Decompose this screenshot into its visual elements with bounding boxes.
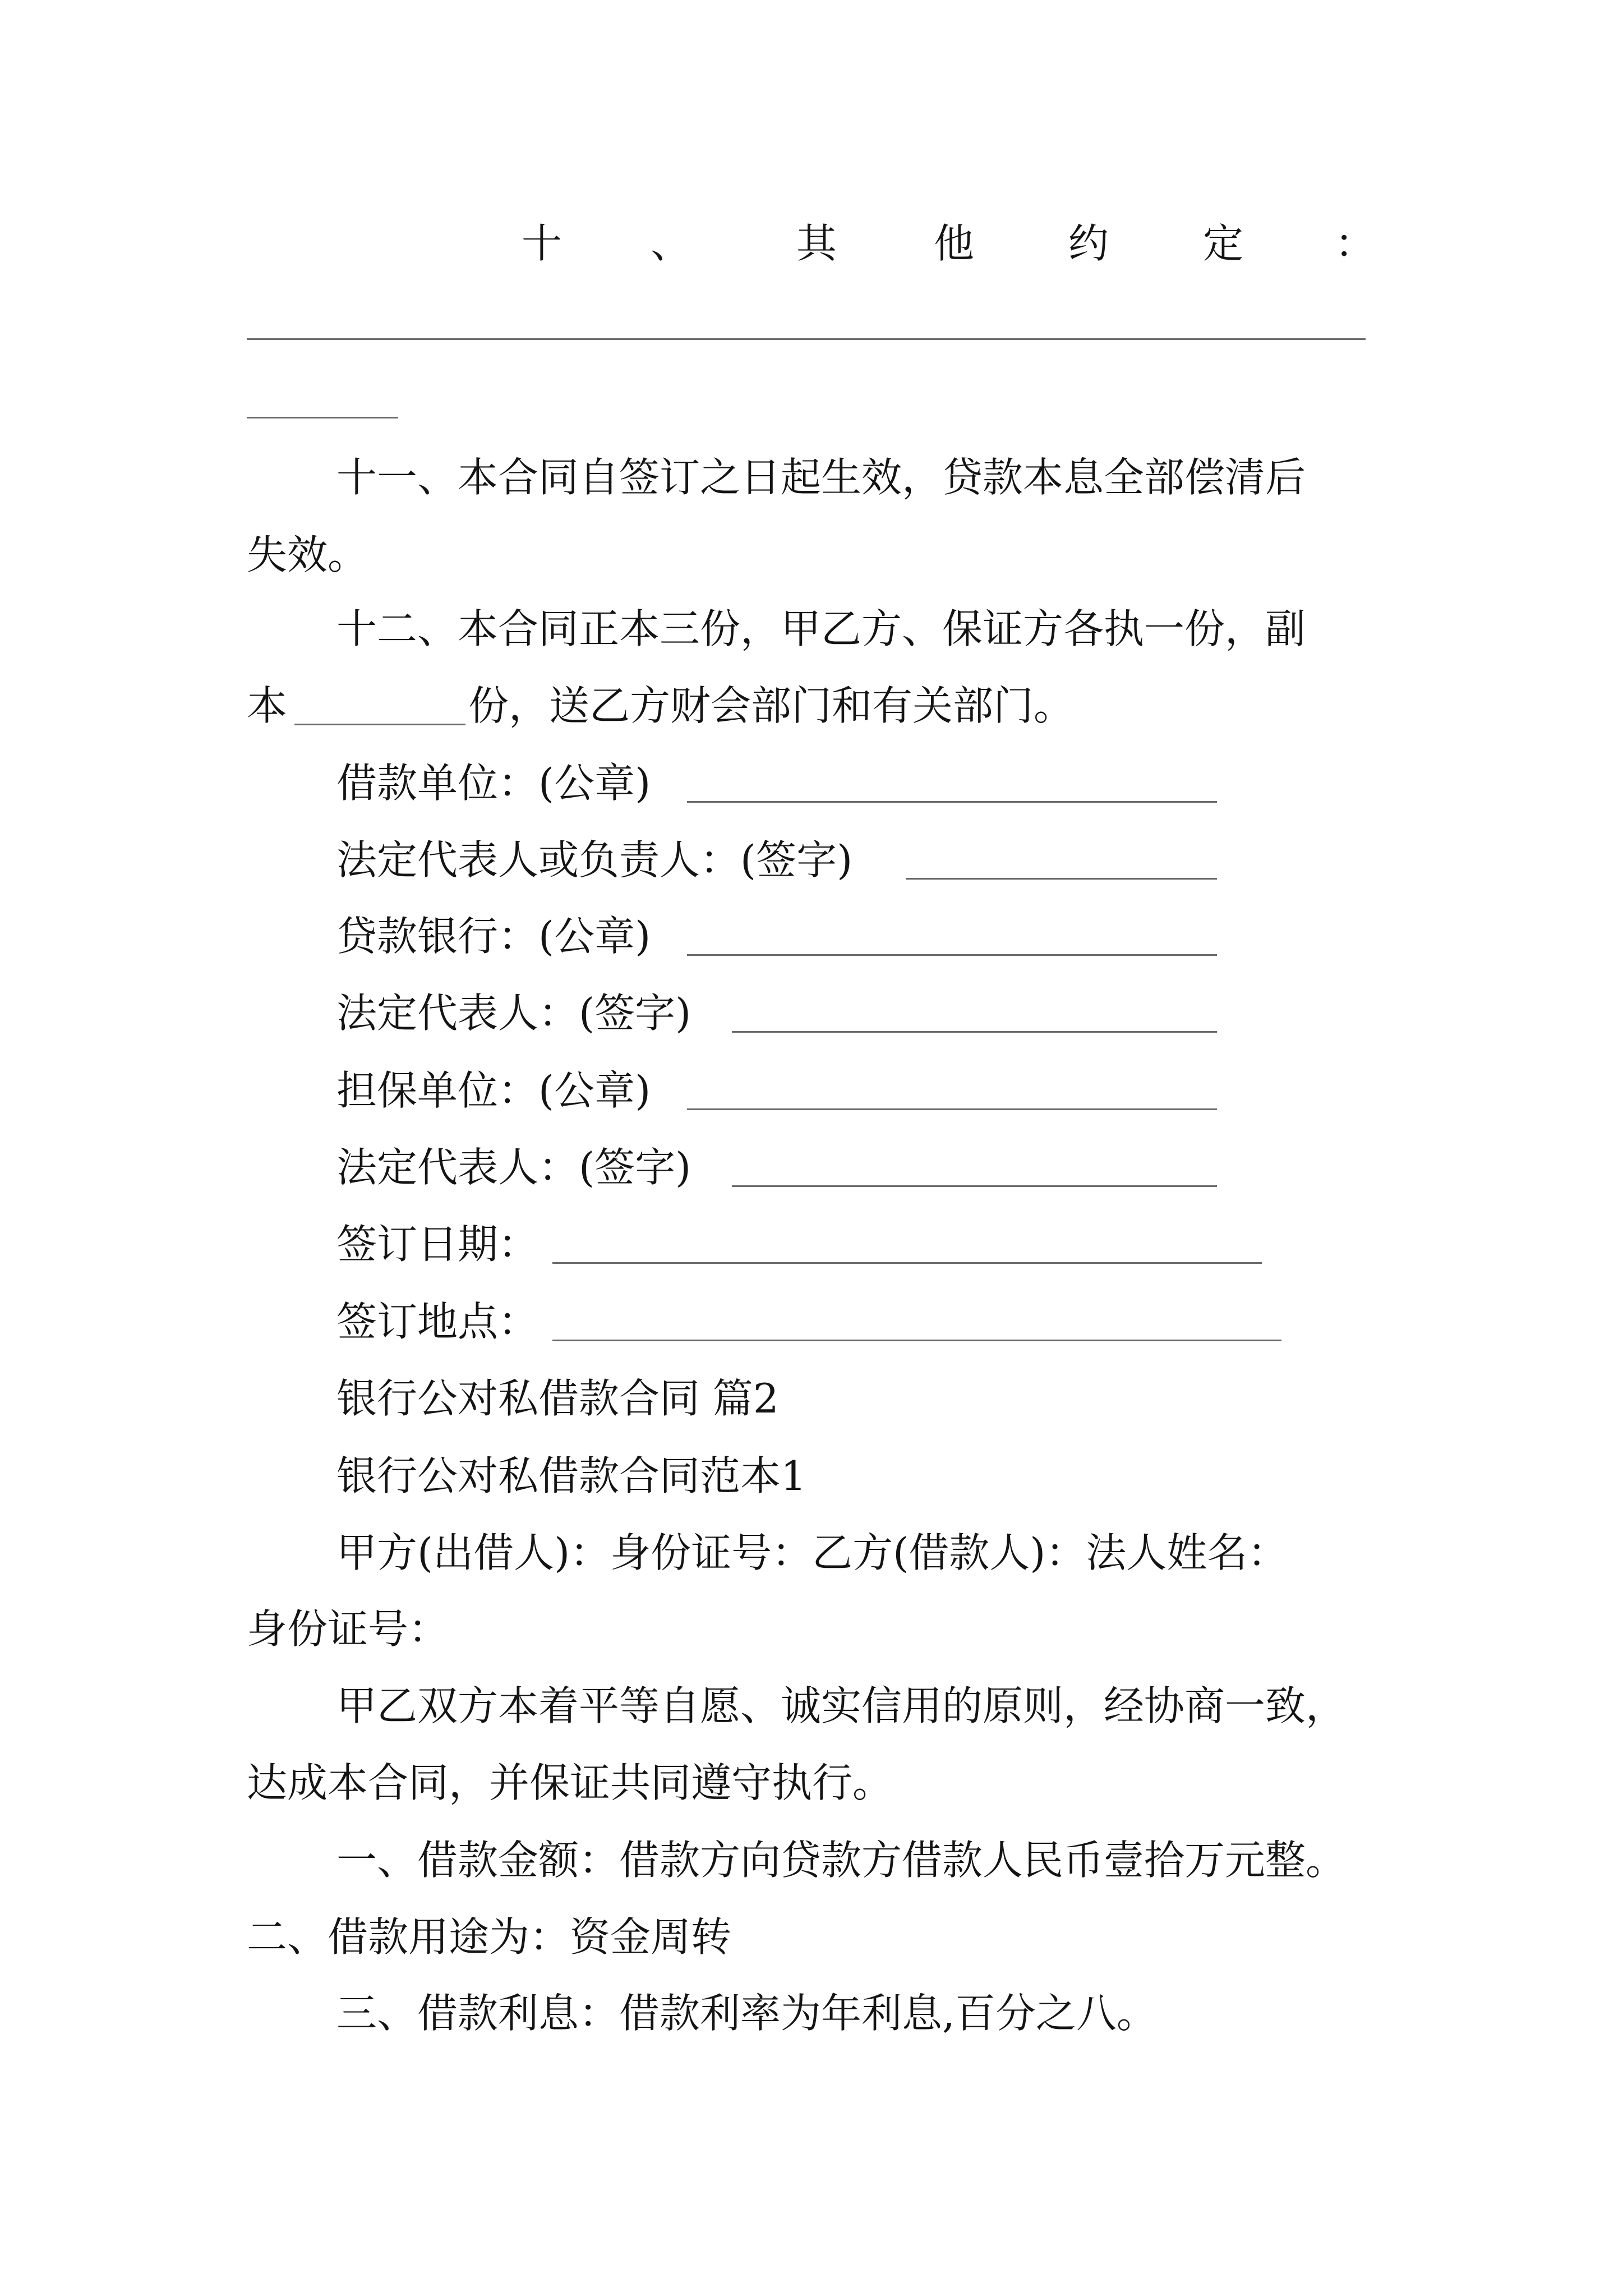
- signature-line: [552, 1262, 1262, 1264]
- heading-char: 他: [934, 220, 975, 267]
- article-2: 二、借款用途为：资金周转: [247, 1913, 732, 1961]
- parties-line-1: 甲方(出借人)：身份证号：乙方(借款人)：法人姓名：: [336, 1529, 1288, 1576]
- signature-line: [687, 1108, 1217, 1110]
- borrower-seal-label: 借款单位：(公章): [336, 760, 651, 807]
- article-3: 三、借款利息：借款利率为年利息,百分之八。: [336, 1990, 1157, 2037]
- heading-char: 其: [796, 220, 837, 267]
- clause-11-line-1: 十一、本合同自签订之日起生效，贷款本息全部偿清后: [336, 454, 1306, 501]
- heading-char: 定: [1203, 220, 1244, 267]
- template-title: 银行公对私借款合同范本1: [336, 1452, 806, 1499]
- article-1: 一、借款金额：借款方向贷款方借款人民币壹拾万元整。: [336, 1837, 1347, 1884]
- guarantor-representative-label: 法定代表人：(签字): [336, 1144, 691, 1191]
- guarantor-seal-label: 担保单位：(公章): [336, 1067, 651, 1114]
- fill-in-line: [247, 338, 1366, 340]
- signature-line: [552, 1340, 1281, 1341]
- borrower-representative-label: 法定代表人或负责人：(签字): [336, 836, 853, 884]
- signing-date-label: 签订日期：: [336, 1221, 539, 1268]
- heading-char: ：: [1335, 220, 1376, 267]
- signature-line: [732, 1031, 1217, 1033]
- heading-char: 十: [522, 220, 562, 267]
- signature-line: [687, 801, 1217, 803]
- copies-blank: [294, 724, 465, 725]
- clause-12-line-2-suffix: 份，送乙方财会部门和有关部门。: [468, 682, 1075, 729]
- clause-12-line-2-prefix: 本: [247, 682, 288, 729]
- clause-12-line-1: 十二、本合同正本三份，甲乙方、保证方各执一份，副: [336, 605, 1306, 652]
- signing-place-label: 签订地点：: [336, 1298, 539, 1345]
- heading-char: 、: [651, 220, 691, 267]
- signature-line: [687, 954, 1217, 956]
- signature-line: [732, 1185, 1217, 1187]
- intro-line-2: 达成本合同，并保证共同遵守执行。: [247, 1759, 893, 1806]
- clause-11-line-2: 失效。: [247, 531, 368, 578]
- section-title: 银行公对私借款合同 篇2: [336, 1375, 779, 1422]
- lender-representative-label: 法定代表人：(签字): [336, 990, 691, 1037]
- fill-in-line: [247, 417, 398, 418]
- clause-10-heading: [0, 220, 1623, 279]
- lender-bank-seal-label: 贷款银行：(公章): [336, 913, 651, 960]
- signature-line: [906, 878, 1217, 880]
- parties-line-2: 身份证号：: [247, 1605, 449, 1653]
- intro-line-1: 甲乙双方本着平等自愿、诚实信用的原则，经协商一致，: [336, 1682, 1347, 1729]
- heading-char: 约: [1068, 220, 1109, 267]
